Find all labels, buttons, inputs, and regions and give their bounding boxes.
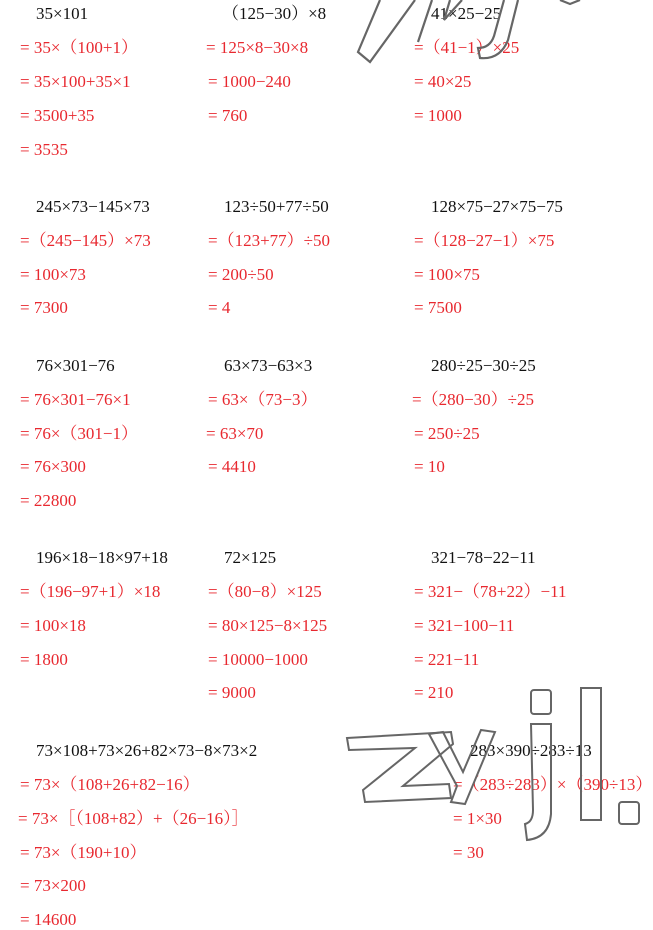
problem-6: 128×75−27×75−75 (431, 197, 563, 216)
step-4-3: = 7300 (20, 298, 68, 317)
step-11-3: = 10000−1000 (208, 650, 308, 669)
step-13-3: = 73×（190+10） (20, 843, 147, 862)
problem-8: 63×73−63×3 (224, 356, 313, 375)
step-14-1: =（283÷283）×（390÷13） (453, 775, 653, 794)
problem-1: 35×101 (36, 4, 89, 23)
problem-2: （125−30）×8 (222, 4, 327, 23)
step-3-3: = 1000 (414, 106, 462, 125)
step-5-2: = 200÷50 (208, 265, 274, 284)
step-2-1: = 125×8−30×8 (206, 38, 309, 57)
problem-11: 72×125 (224, 548, 277, 567)
step-9-1: =（280−30）÷25 (412, 390, 535, 409)
watermark-text (0, 0, 1, 1)
step-6-1: =（128−27−1）×75 (414, 231, 555, 250)
problem-13: 73×108+73×26+82×73−8×73×2 (36, 741, 258, 760)
step-6-2: = 100×75 (414, 265, 480, 284)
problem-10: 196×18−18×97+18 (36, 548, 168, 567)
step-7-1: = 76×301−76×1 (20, 390, 131, 409)
step-4-2: = 100×73 (20, 265, 86, 284)
step-9-3: = 10 (414, 457, 445, 476)
step-12-4: = 210 (414, 683, 454, 702)
step-1-4: = 3535 (20, 140, 68, 159)
step-11-4: = 9000 (208, 683, 256, 702)
step-13-2: = 73×［（108+82）+（26−16）］ (18, 809, 249, 828)
problem-12: 321−78−22−11 (431, 548, 536, 567)
step-7-2: = 76×（301−1） (20, 424, 139, 443)
step-8-3: = 4410 (208, 457, 256, 476)
step-1-2: = 35×100+35×1 (20, 72, 131, 91)
step-14-3: = 30 (453, 843, 484, 862)
step-5-1: =（123+77）÷50 (208, 231, 331, 250)
step-2-2: = 1000−240 (208, 72, 291, 91)
problem-3: 41×25−25 (431, 4, 502, 23)
step-4-1: =（245−145）×73 (20, 231, 151, 250)
step-6-3: = 7500 (414, 298, 462, 317)
step-11-1: =（80−8）×125 (208, 582, 322, 601)
step-12-1: = 321−（78+22）−11 (414, 582, 567, 601)
step-9-2: = 250÷25 (414, 424, 480, 443)
problem-7: 76×301−76 (36, 356, 115, 375)
step-13-1: = 73×（108+26+82−16） (20, 775, 200, 794)
problem-4: 245×73−145×73 (36, 197, 150, 216)
problem-5: 123÷50+77÷50 (224, 197, 329, 216)
step-3-1: =（41−1）×25 (414, 38, 520, 57)
step-12-3: = 221−11 (414, 650, 480, 669)
step-8-1: = 63×（73−3） (208, 390, 318, 409)
step-11-2: = 80×125−8×125 (208, 616, 328, 635)
step-1-1: = 35×（100+1） (20, 38, 139, 57)
step-8-2: = 63×70 (206, 424, 264, 443)
step-13-4: = 73×200 (20, 876, 86, 895)
step-7-3: = 76×300 (20, 457, 86, 476)
step-10-1: =（196−97+1）×18 (20, 582, 161, 601)
step-12-2: = 321−100−11 (414, 616, 515, 635)
step-1-3: = 3500+35 (20, 106, 95, 125)
step-10-3: = 1800 (20, 650, 68, 669)
problem-14: 283×390÷283÷13 (470, 741, 592, 760)
step-10-2: = 100×18 (20, 616, 86, 635)
step-7-4: = 22800 (20, 491, 77, 510)
problem-9: 280÷25−30÷25 (431, 356, 536, 375)
step-13-5: = 14600 (20, 910, 77, 929)
step-2-3: = 760 (208, 106, 248, 125)
step-3-2: = 40×25 (414, 72, 472, 91)
step-5-3: = 4 (208, 298, 231, 317)
step-14-2: = 1×30 (453, 809, 502, 828)
